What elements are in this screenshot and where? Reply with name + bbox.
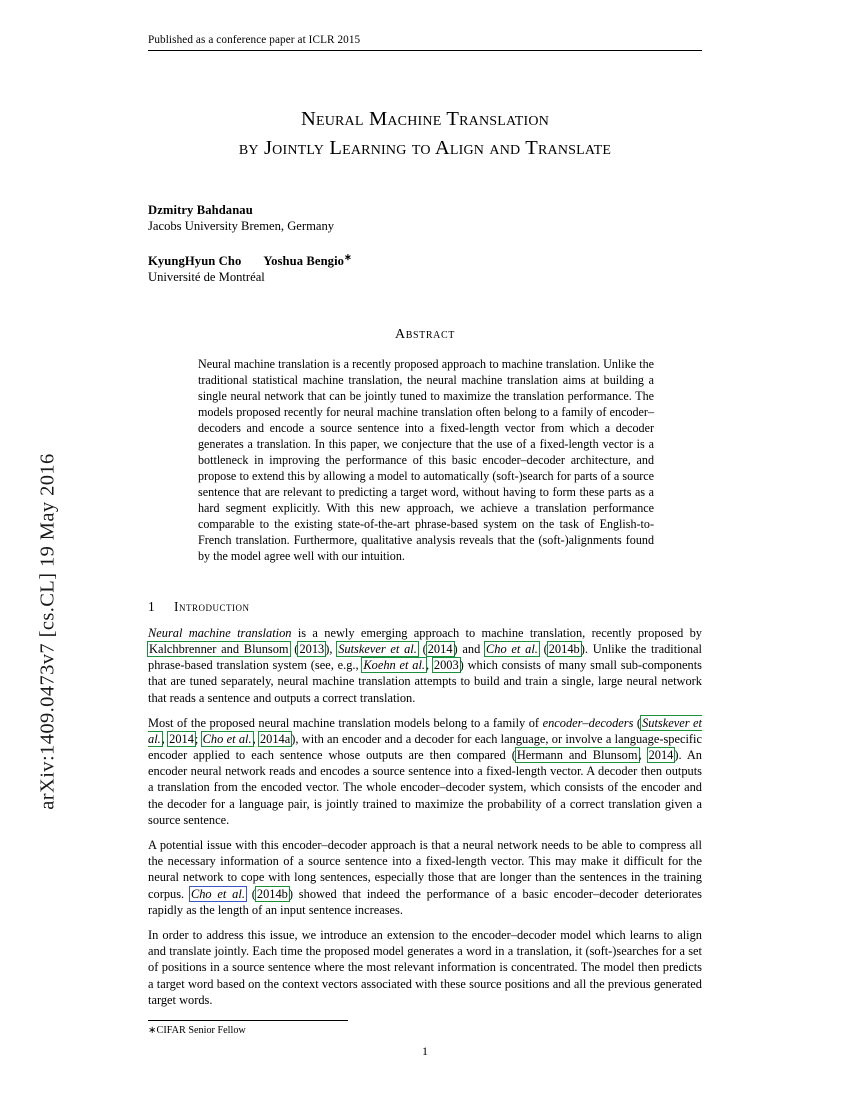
page-number: 1 [422,1044,428,1058]
section-number: 1 [148,598,155,614]
p3-text-2: ( [245,886,256,901]
author-block-1 [148,203,702,234]
citation-link[interactable]: 2014 [169,731,194,746]
paper-content [148,34,702,1036]
citation-link[interactable]: 2014b [548,641,580,656]
abstract-heading: Abstract [395,327,455,343]
paragraph-1 [148,625,702,706]
arxiv-stamp: arXiv:1409.0473v7 [cs.CL] 19 May 2016 [36,453,59,810]
citation-link[interactable]: Cho et al. [190,886,245,901]
p1-text-5: ) and [453,641,486,656]
citation-link[interactable]: 2014 [648,748,674,763]
section-title: Introduction [174,598,250,614]
citation-link[interactable]: Cho et al. [486,641,538,656]
citation-link[interactable]: 2014b [256,886,288,901]
p3-text-1: A potential issue with this encoder–decoder approach is that a neural network needs to be able to compress all the necessary information of a source sentence into a fixed-length vector. This may make it difficult for the neural network to cope with long sentences, especially those that are longer than the sentences in the training corpus. [148,838,702,901]
footnote-text: ∗CIFAR Senior Fellow [148,1024,246,1036]
p4-text-1: In order to address this issue, we introduce an extension to the encoder–decoder model which learns to align and translate jointly. Each time the proposed model generates a word in a translation, it (soft-)searches for a set of positions in a source sentence where the most relevant information is concentrated. The model then predicts a target word based on the context vectors associated with these source positions and all the previous generated target words. [148,927,702,1007]
abstract-text: Neural machine translation is a recently proposed approach to machine translation. Unlike the traditional statistical machine translation, the neural machine translation aims at building a single neural network that can be jointly tuned to maximize the translation performance. The models proposed recently for neural machine translation often belong to a family of encoder–decoders and encode a source sentence into a fixed-length vector from which a decoder generates a translation. In this paper, we conjecture that the use of a fixed-length vector is a bottleneck in improving the performance of this basic encoder–decoder architecture, and propose to extend this by allowing a model to automatically (soft-)search for parts of a source sentence that are relevant to predicting a target word, without having to form these parts as a hard segment explicitly. With this new approach, we achieve a translation performance comparable to the existing state-of-the-art phrase-based system on the task of English-to-French translation. Furthermore, qualitative analysis reveals that the (soft-)alignments found by the model agree well with our intuition. [198,357,654,563]
p1-text-3: ), [325,641,338,656]
author-affiliation: Jacobs University Bremen, Germany [148,219,335,234]
citation-link[interactable]: Kalchbrenner and Blunsom [149,641,289,656]
author-name: KyungHyun Cho [148,254,242,269]
p1-text-9: ) which consists of many small sub-components that are tuned separately, neural machine translation attempts to build and train a single, large neural network that reads a sentence and outputs a correct translation. [148,658,702,705]
p2-italic-1: encoder–decoders [542,715,634,730]
p2-text-5: , [252,731,259,746]
author-block-2 [148,252,702,285]
p1-text-7: ). Unlike the traditional phrase-based translation system (see, e.g., [148,641,702,673]
citation-link[interactable]: Hermann and Blunsom [516,748,638,763]
citation-link[interactable]: Koehn et al. [363,658,425,673]
author-names-row [148,252,702,269]
citation-link[interactable]: Cho et al. [202,731,252,746]
p2-text-6: ), with an encoder and a decoder for each language, or involve a language-specific encoder applied to each sentence whose outputs are then compared ( [148,731,703,763]
footnote-divider [148,1020,348,1021]
author-footnote-marker: ∗ [344,252,352,263]
paragraph-2 [148,715,702,828]
p2-text-3: , [161,731,169,746]
p1-lead-italic: Neural machine translation [148,625,292,640]
p1-text-4: ( [417,641,427,656]
p2-text-7: , [638,748,648,763]
citation-link[interactable]: 2014a [259,731,291,746]
author-affiliation: Université de Montréal [148,270,265,285]
citation-link[interactable]: 2013 [299,641,325,656]
running-head: Published as a conference paper at ICLR 2015 [148,34,702,51]
p3-text-3: ) showed that indeed the performance of a basic encoder–decoder deteriorates rapidly as the length of an input sentence increases. [148,886,703,917]
p2-text-1: Most of the proposed neural machine translation models belong to a family of [148,715,543,730]
p2-text-2: ( [633,715,642,730]
title-line-2: by Jointly Learning to Align and Translate [238,137,612,160]
author-list [148,203,702,285]
p2-text-8: ). An encoder neural network reads and encodes a source sentence into a fixed-length vector. A decoder then outputs a translation from the encoded vector. The whole encoder–decoder system, which consists of the encoder and the decoder for a language pair, is jointly trained to maximize the probability of a correct translation given a source sentence. [148,748,703,827]
paragraph-3 [148,837,702,918]
paragraph-4 [148,927,702,1008]
section-heading-introduction [148,599,702,615]
p1-text-2: ( [289,641,299,656]
title-line-1: Neural Machine Translation [300,108,550,130]
author-name: Dzmitry Bahdanau [148,203,253,218]
p1-text-1: is a newly emerging approach to machine translation, recently proposed by [291,625,702,640]
p1-text-6: ( [538,641,548,656]
citation-link[interactable]: 2003 [433,658,459,673]
citation-link[interactable]: Sutskever et al. [148,715,702,746]
author-name: Yoshua Bengio [263,254,345,269]
citation-link[interactable]: 2014 [427,641,453,656]
p2-text-4: ; [194,731,202,746]
page-title [148,105,702,163]
p1-text-8: , [426,658,433,673]
citation-link[interactable]: Sutskever et al. [338,641,417,656]
